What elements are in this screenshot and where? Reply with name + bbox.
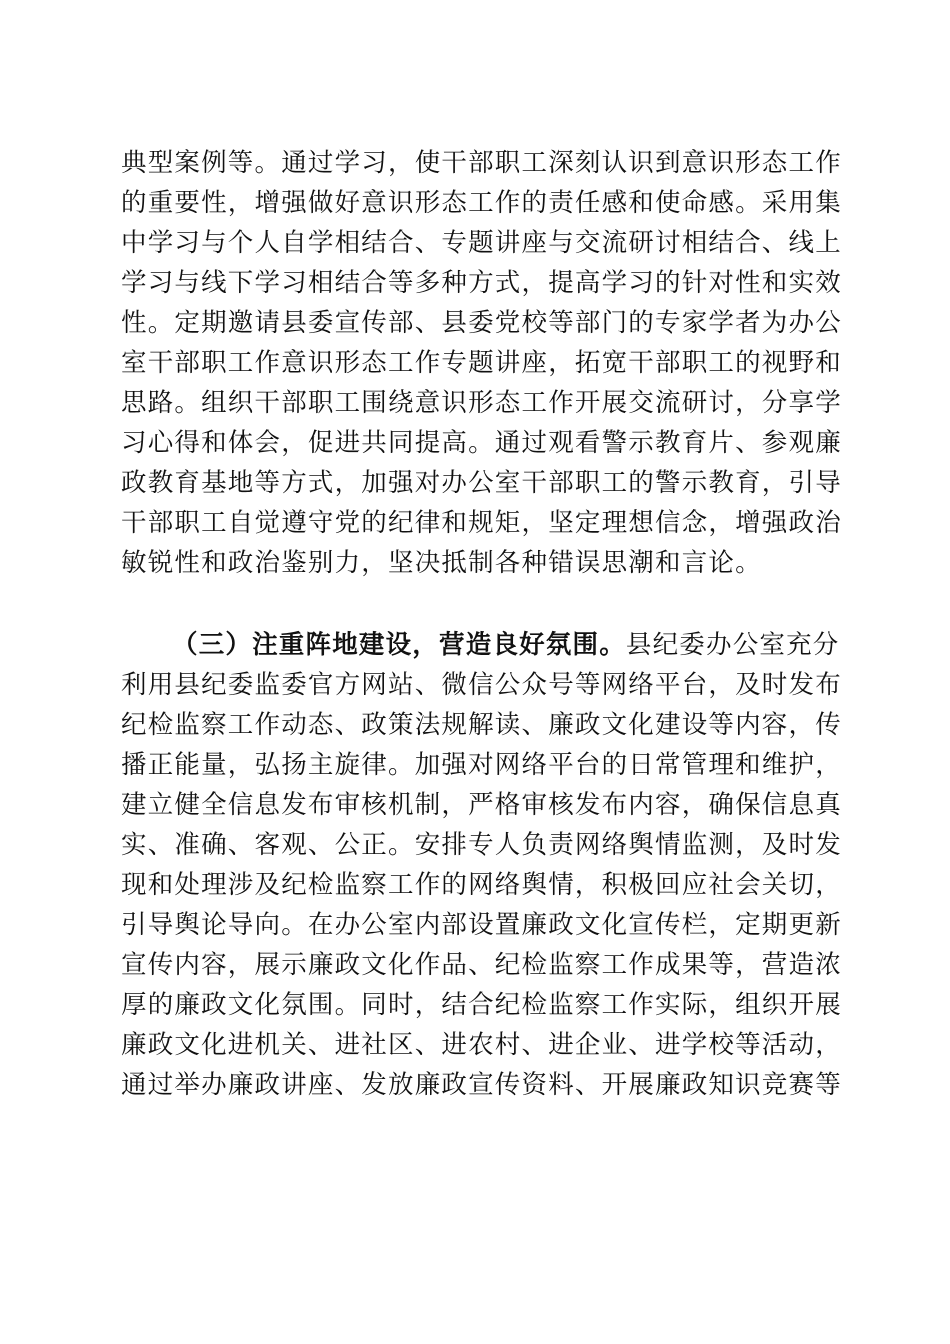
text-line: 建立健全信息发布审核机制，严格审核发布内容，确保信息真	[121, 790, 842, 820]
text-line: 实、准确、客观、公正。安排专人负责网络舆情监测，及时发	[121, 830, 842, 860]
text-line: 利用县纪委监委官方网站、微信公众号等网络平台，及时发布	[121, 670, 842, 700]
text-line: 纪检监察工作动态、政策法规解读、廉政文化建设等内容，传	[121, 710, 842, 740]
text-line: 典型案例等。通过学习，使干部职工深刻认识到意识形态工作	[121, 148, 842, 178]
text-line: 敏锐性和政治鉴别力，坚决抵制各种错误思潮和言论。	[121, 548, 762, 578]
text-line: 现和处理涉及纪检监察工作的网络舆情，积极回应社会关切，	[121, 870, 842, 900]
text-line: 播正能量，弘扬主旋律。加强对网络平台的日常管理和维护，	[121, 750, 842, 780]
text-line: 通过举办廉政讲座、发放廉政宣传资料、开展廉政知识竞赛等	[121, 1070, 842, 1100]
text-line: 习心得和体会，促进共同提高。通过观看警示教育片、参观廉	[121, 428, 842, 458]
text-line: 厚的廉政文化氛围。同时，结合纪检监察工作实际，组织开展	[121, 990, 842, 1020]
paragraph-1	[121, 143, 842, 583]
text-line: 性。定期邀请县委宣传部、县委党校等部门的专家学者为办公	[121, 308, 842, 338]
heading-continuation: 县纪委办公室充分	[625, 630, 840, 660]
text-line: 政教育基地等方式，加强对办公室干部职工的警示教育，引导	[121, 468, 842, 498]
text-line: 的重要性，增强做好意识形态工作的责任感和使命感。采用集	[121, 188, 842, 218]
text-line: 引导舆论导向。在办公室内部设置廉政文化宣传栏，定期更新	[121, 910, 842, 940]
text-line: 思路。组织干部职工围绕意识形态工作开展交流研讨，分享学	[121, 388, 842, 418]
paragraph-2	[121, 625, 842, 1105]
text-line: 室干部职工作意识形态工作专题讲座，拓宽干部职工的视野和	[121, 348, 842, 378]
text-line: 中学习与个人自学相结合、专题讲座与交流研讨相结合、线上	[121, 228, 842, 258]
text-line: 宣传内容，展示廉政文化作品、纪检监察工作成果等，营造浓	[121, 950, 842, 980]
text-line: 廉政文化进机关、进社区、进农村、进企业、进学校等活动，	[121, 1030, 842, 1060]
text-line: 学习与线下学习相结合等多种方式，提高学习的针对性和实效	[121, 268, 842, 298]
text-line: 干部职工自觉遵守党的纪律和规矩，坚定理想信念，增强政治	[121, 508, 842, 538]
text-line-first	[121, 625, 840, 665]
section-heading: （三）注重阵地建设，营造良好氛围。	[172, 630, 626, 660]
